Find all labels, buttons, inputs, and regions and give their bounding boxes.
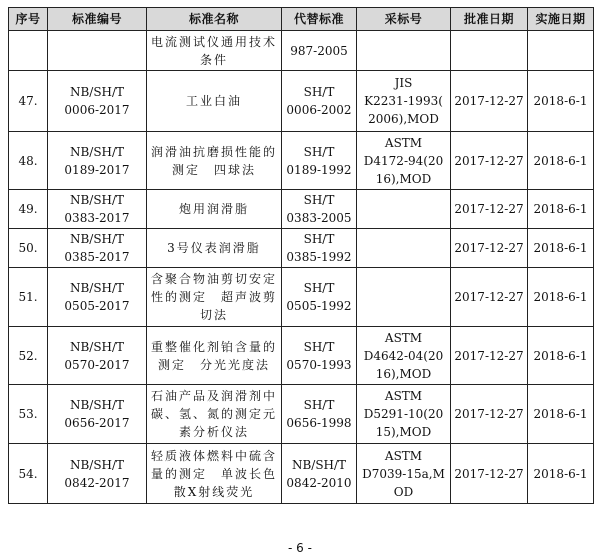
table-row [9,190,594,229]
standard-code: NB/SH/T 0570-2017 [48,327,147,385]
implementation-date: 2018-6-1 [528,132,594,190]
approval-date: 2017-12-27 [451,385,528,444]
adopted-standard: JIS K2231-1993( 2006),MOD [357,71,451,132]
standards-table [8,7,594,504]
replaced-standard: SH/T 0570-1993 [282,327,357,385]
implementation-date: 2018-6-1 [528,71,594,132]
adopted-standard: ASTM D7039-15a,M OD [357,444,451,504]
table-row [9,385,594,444]
approval-date: 2017-12-27 [451,229,528,268]
table-row [9,71,594,132]
replaced-standard: SH/T 0656-1998 [282,385,357,444]
header-implement-date: 实施日期 [528,8,594,31]
standard-code: NB/SH/T 0189-2017 [48,132,147,190]
table-row [9,268,594,327]
standard-code [48,31,147,71]
header-std-name: 标准名称 [147,8,282,31]
standard-name: 重整催化剂铂含量的测定 分光光度法 [147,327,282,385]
replaced-standard: SH/T 0383-2005 [282,190,357,229]
standard-name: 炮用润滑脂 [147,190,282,229]
adopted-standard: ASTM D5291-10(20 15),MOD [357,385,451,444]
implementation-date [528,31,594,71]
adopted-standard [357,31,451,71]
header-adopted: 采标号 [357,8,451,31]
adopted-standard [357,229,451,268]
approval-date: 2017-12-27 [451,190,528,229]
approval-date [451,31,528,71]
implementation-date: 2018-6-1 [528,385,594,444]
standard-code: NB/SH/T 0842-2017 [48,444,147,504]
standard-code: NB/SH/T 0385-2017 [48,229,147,268]
row-number: 47. [9,71,48,132]
adopted-standard [357,190,451,229]
row-number: 48. [9,132,48,190]
adopted-standard: ASTM D4642-04(20 16),MOD [357,327,451,385]
standard-code: NB/SH/T 0383-2017 [48,190,147,229]
adopted-standard: ASTM D4172-94(20 16),MOD [357,132,451,190]
row-number [9,31,48,71]
standard-name: 润滑油抗磨损性能的测定 四球法 [147,132,282,190]
approval-date: 2017-12-27 [451,444,528,504]
adopted-standard [357,268,451,327]
approval-date: 2017-12-27 [451,268,528,327]
standard-name: 电流测试仪通用技术条件 [147,31,282,71]
replaced-standard: 987-2005 [282,31,357,71]
standard-name: 3号仪表润滑脂 [147,229,282,268]
approval-date: 2017-12-27 [451,71,528,132]
approval-date: 2017-12-27 [451,327,528,385]
implementation-date: 2018-6-1 [528,190,594,229]
standard-code: NB/SH/T 0656-2017 [48,385,147,444]
standard-code: NB/SH/T 0505-2017 [48,268,147,327]
replaced-standard: SH/T 0505-1992 [282,268,357,327]
header-replaces: 代替标准 [282,8,357,31]
row-number: 52. [9,327,48,385]
replaced-standard: SH/T 0385-1992 [282,229,357,268]
approval-date: 2017-12-27 [451,132,528,190]
replaced-standard: NB/SH/T 0842-2010 [282,444,357,504]
standard-name: 石油产品及润滑剂中碳、氢、氮的测定元素分析仪法 [147,385,282,444]
header-row [9,8,594,31]
table-row [9,132,594,190]
standard-name: 工业白油 [147,71,282,132]
implementation-date: 2018-6-1 [528,229,594,268]
row-number: 53. [9,385,48,444]
row-number: 49. [9,190,48,229]
row-number: 51. [9,268,48,327]
table-row [9,327,594,385]
row-number: 50. [9,229,48,268]
implementation-date: 2018-6-1 [528,327,594,385]
implementation-date: 2018-6-1 [528,444,594,504]
header-std-code: 标准编号 [48,8,147,31]
header-approve-date: 批准日期 [451,8,528,31]
header-seq: 序号 [9,8,48,31]
table-row [9,444,594,504]
table-row [9,31,594,71]
replaced-standard: SH/T 0006-2002 [282,71,357,132]
table-row [9,229,594,268]
replaced-standard: SH/T 0189-1992 [282,132,357,190]
page-number: - 6 - [288,541,312,555]
standard-code: NB/SH/T 0006-2017 [48,71,147,132]
implementation-date: 2018-6-1 [528,268,594,327]
standard-name: 轻质液体燃料中硫含量的测定 单波长色散X射线荧光 [147,444,282,504]
standard-name: 含聚合物油剪切安定性的测定 超声波剪切法 [147,268,282,327]
row-number: 54. [9,444,48,504]
